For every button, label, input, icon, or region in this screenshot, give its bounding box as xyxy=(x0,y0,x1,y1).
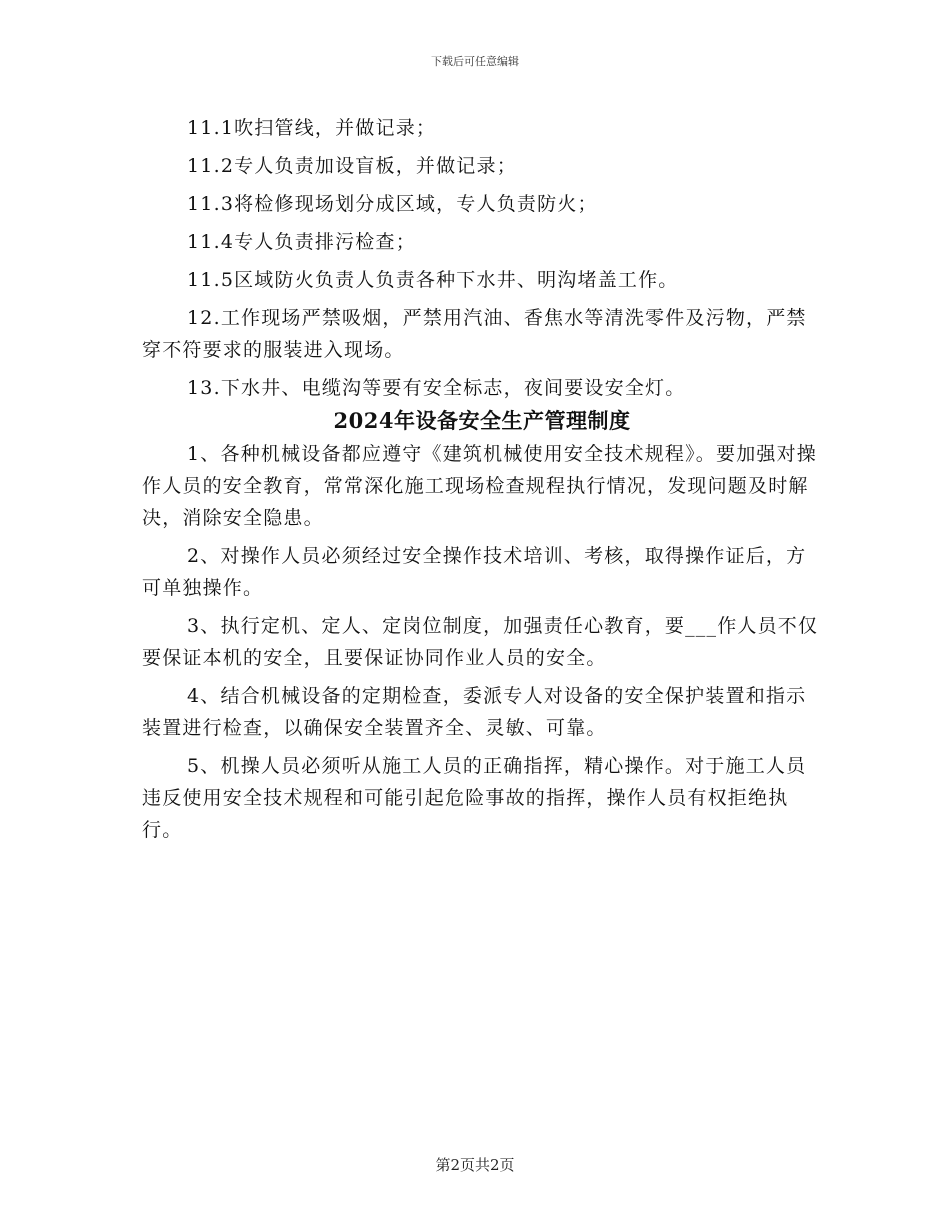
section-title: 2024年设备安全生产管理制度 xyxy=(333,408,631,433)
paragraph: 4、结合机械设备的定期检查，委派专人对设备的安全保护装置和指示装置进行检查，以确保安全装置齐全、灵敏、可靠。 xyxy=(142,685,807,739)
paragraph: 5、机操人员必须听从施工人员的正确指挥，精心操作。对于施工人员违反使用安全技术规程和可能引起危险事故的指挥，操作人员有权拒绝执行。 xyxy=(142,755,807,841)
list-item: 11.4专人负责排污检查； xyxy=(187,231,416,253)
list-item-13: 13.下水井、电缆沟等要有安全标志，夜间要设安全灯。 xyxy=(187,377,686,399)
list-item: 11.1吹扫管线，并做记录； xyxy=(187,117,437,139)
paragraph: 2、对操作人员必须经过安全操作技术培训、考核，取得操作证后，方可单独操作。 xyxy=(142,545,807,599)
list-item: 11.2专人负责加设盲板，并做记录； xyxy=(187,155,517,177)
list-item: 11.5区域防火负责人负责各种下水井、明沟堵盖工作。 xyxy=(187,269,679,291)
list-item: 11.3将检修现场划分成区域，专人负责防火； xyxy=(187,193,598,215)
list-item-12: 12.工作现场严禁吸烟，严禁用汽油、香焦水等清洗零件及污物，严禁穿不符要求的服装进入现场。 xyxy=(142,307,807,361)
paragraph: 3、执行定机、定人、定岗位制度，加强责任心教育，要___作人员不仅要保证本机的安全，且要保证协同作业人员的安全。 xyxy=(142,615,819,669)
document-body xyxy=(142,112,822,846)
page-header-note: 下载后可任意编辑 xyxy=(431,55,519,68)
page-number-footer: 第2页共2页 xyxy=(435,1156,515,1174)
paragraph: 1、各种机械设备都应遵守《建筑机械使用安全技术规程》。要加强对操作人员的安全教育，常常深化施工现场检查规程执行情况，发现问题及时解决，消除安全隐患。 xyxy=(142,443,817,529)
